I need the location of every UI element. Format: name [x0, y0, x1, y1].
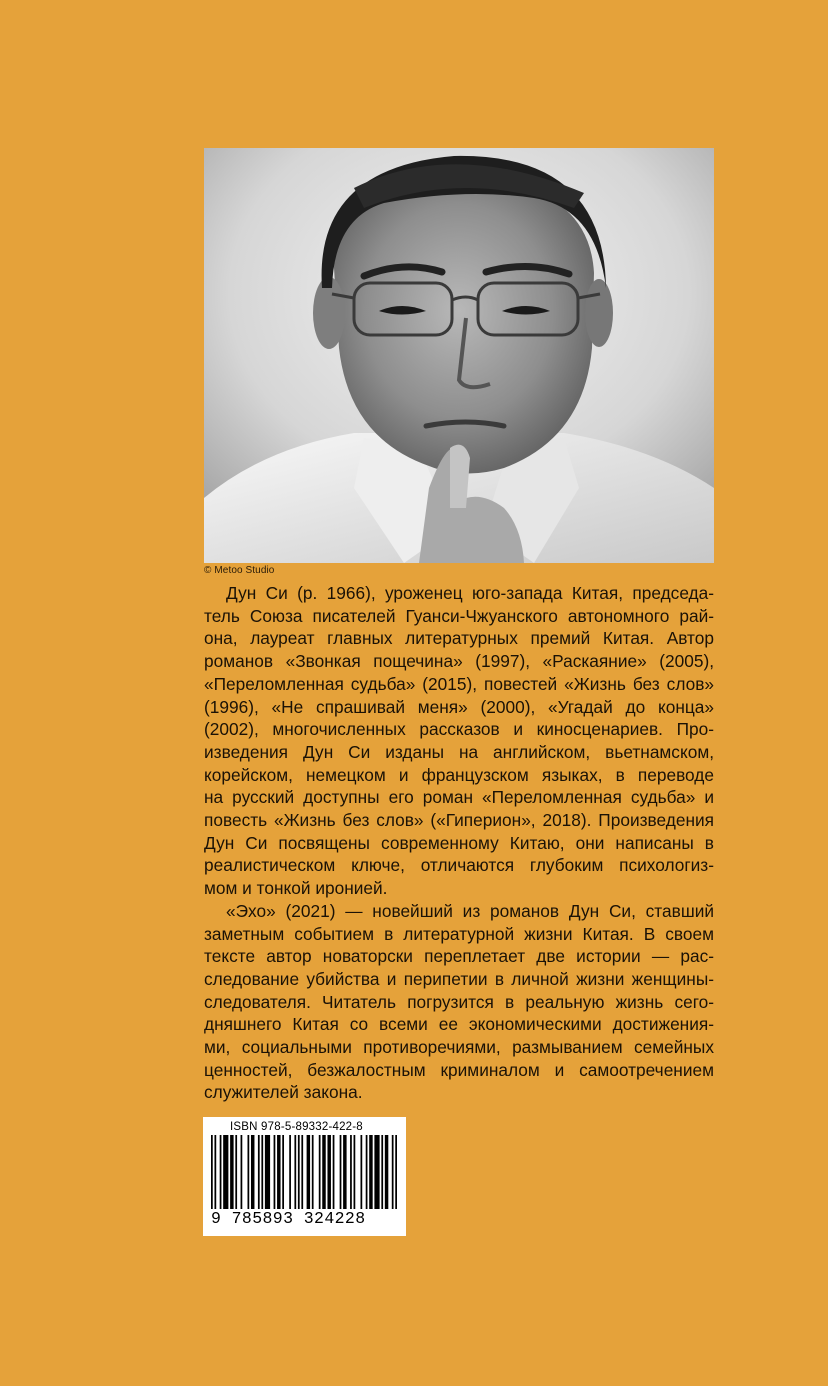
barcode-bar: [392, 1135, 394, 1215]
barcode-bar: [248, 1135, 250, 1215]
barcode-bar: [333, 1135, 335, 1215]
barcode-bar: [298, 1135, 300, 1215]
barcode-bar: [214, 1135, 216, 1215]
barcode-bar: [381, 1135, 383, 1215]
barcode-bar: [374, 1135, 379, 1215]
barcode-bar: [235, 1135, 237, 1215]
barcode-bar: [319, 1135, 321, 1215]
bio-line: реалистическом ключе, отличаются глубоким психологиз-: [204, 855, 714, 876]
bio-line: служителей закона.: [204, 1082, 363, 1103]
bio-line: она, лауреат главных литературных премий Китая. Автор: [204, 628, 714, 649]
barcode-bar: [289, 1135, 291, 1215]
bio-line: романов «Звонкая пощечина» (1997), «Раскаяние» (2005),: [204, 651, 714, 672]
barcode-bar: [230, 1135, 233, 1215]
bio-line: Дун Си (р. 1966), уроженец юго-запада Китая, председа-: [226, 583, 714, 603]
barcode-bar: [354, 1135, 356, 1215]
bio-line: тель Союза писателей Гуанси-Чжуанского автономного рай-: [204, 605, 714, 626]
barcode-bar: [265, 1135, 270, 1215]
barcode-bar: [241, 1135, 243, 1215]
author-portrait-image: [204, 148, 714, 563]
bio-line: «Переломленная судьба» (2015), повестей «Жизнь без слов»: [204, 673, 714, 694]
barcode-bar: [258, 1135, 260, 1215]
bio-line: заметным событием в литературной жизни Китая. В своем: [204, 923, 714, 944]
barcode-bar: [327, 1135, 330, 1215]
barcode-bar: [282, 1135, 284, 1215]
barcode-bar: [385, 1135, 388, 1215]
barcode-bar: [211, 1135, 213, 1215]
bio-line: изведения Дун Си изданы на английском, вьетнамском,: [204, 741, 714, 762]
isbn-label: ISBN 978-5-89332-422-8: [230, 1121, 363, 1133]
bio-line: корейском, немецком и французском языках, в переводе: [204, 764, 714, 785]
author-photo: [204, 148, 714, 563]
bio-line: тексте автор новаторски переплетает две истории — рас-: [204, 946, 714, 967]
bio-paragraph-1: [204, 582, 714, 900]
barcode-bar: [307, 1135, 310, 1215]
barcode-bar: [294, 1135, 296, 1215]
barcode-digits: 9 785893 324228: [211, 1209, 397, 1229]
barcode-bar: [220, 1135, 222, 1215]
barcode-bar: [340, 1135, 342, 1215]
bio-line: «Эхо» (2021) — новейший из романов Дун Си, ставший: [226, 900, 714, 921]
barcode-bar: [274, 1135, 276, 1215]
bio-line: следователя. Читатель погрузится в реальную жизнь сего-: [204, 991, 714, 1012]
bio-line: ценностей, безжалостным криминалом и самоотречением: [204, 1059, 714, 1080]
bio-line: Дун Си посвящены современному Китаю, они написаны в: [204, 832, 714, 853]
barcode-bar: [369, 1135, 372, 1215]
photo-credit: © Metoo Studio: [204, 565, 275, 576]
barcode-bars: [211, 1135, 397, 1215]
barcode-bar: [312, 1135, 314, 1215]
barcode-bar: [251, 1135, 254, 1215]
barcode-bar: [350, 1135, 352, 1215]
barcode-bar: [366, 1135, 368, 1215]
barcode-bar: [301, 1135, 303, 1215]
bio-line: повесть «Жизнь без слов» («Гиперион», 2018). Произведения: [204, 810, 714, 831]
bio-line: ми, социальными противоречиями, размыванием семейных: [204, 1037, 714, 1058]
barcode-bar: [395, 1135, 397, 1215]
barcode-bar: [277, 1135, 280, 1215]
isbn-barcode: [203, 1117, 406, 1236]
bio-paragraph-2: [204, 900, 714, 1104]
barcode-bar: [343, 1135, 346, 1215]
bio-line: мом и тонкой иронией.: [204, 878, 388, 899]
bio-line: на русский доступны его роман «Переломленная судьба» и: [204, 787, 714, 808]
barcode-bar: [223, 1135, 228, 1215]
barcode-bar: [361, 1135, 363, 1215]
bio-line: следование убийства и перипетии в личной жизни женщины-: [204, 968, 714, 989]
barcode-bar: [322, 1135, 325, 1215]
bio-line: (1996), «Не спрашивай меня» (2000), «Угадай до конца»: [204, 696, 714, 717]
bio-line: дняшнего Китая со всеми ее экономическими достижения-: [204, 1014, 714, 1035]
author-biography: [204, 582, 714, 1104]
bio-line: (2002), многочисленных рассказов и киносценариев. Про-: [204, 719, 714, 740]
barcode-bar: [261, 1135, 263, 1215]
